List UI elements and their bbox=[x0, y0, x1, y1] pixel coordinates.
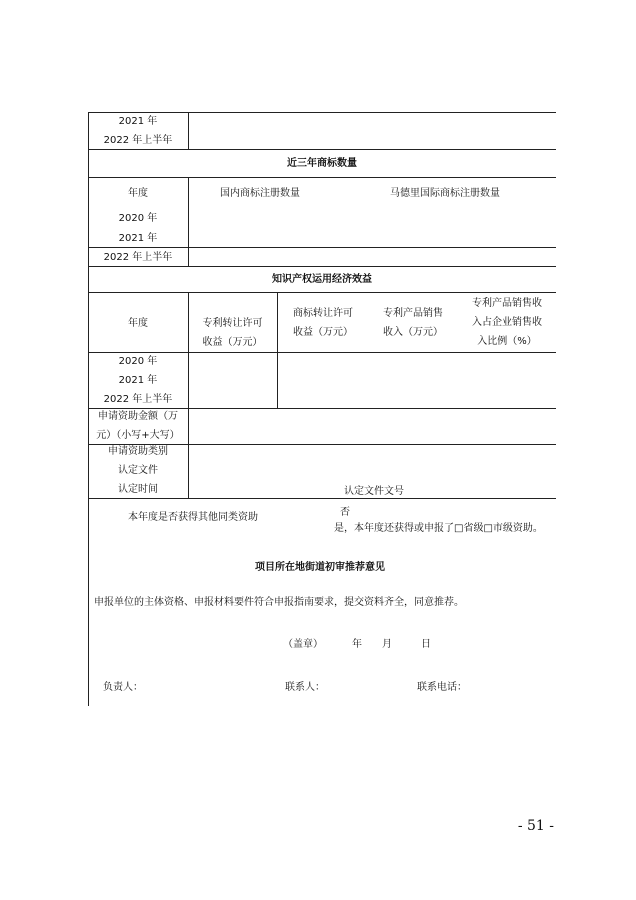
seal-label: （盖章） bbox=[283, 639, 323, 650]
table-rule bbox=[88, 408, 556, 409]
month-label: 月 bbox=[382, 639, 392, 650]
year-label: 年 bbox=[352, 639, 362, 650]
recommendation-title: 项目所在地街道初审推荐意见 bbox=[255, 562, 385, 573]
column-header-line: 专利产品销售收 bbox=[472, 298, 542, 309]
column-header-line: 专利转让许可 bbox=[202, 318, 263, 329]
table-rule bbox=[88, 149, 556, 150]
funding-category-label: 申请资助类别 bbox=[108, 446, 168, 457]
contact-label: 联系人： bbox=[285, 682, 325, 693]
table-rule bbox=[88, 444, 556, 445]
column-header-line: 专利产品销售 bbox=[383, 308, 443, 319]
option-no[interactable]: 否 bbox=[340, 507, 350, 518]
column-header-line: 商标转让许可 bbox=[293, 308, 353, 319]
other-funding-question: 本年度是否获得其他同类资助 bbox=[128, 512, 258, 523]
option-yes[interactable]: 是，本年度还获得或申报了□省级□市级资助。 bbox=[334, 523, 543, 534]
column-header-line: 入占企业销售收 bbox=[472, 317, 542, 328]
year-cell: 2020 年 bbox=[118, 213, 158, 224]
funding-amount-label: 申请资助金额（万 bbox=[98, 411, 178, 422]
table-rule bbox=[88, 112, 556, 113]
table-rule bbox=[188, 177, 189, 266]
section-title: 近三年商标数量 bbox=[287, 158, 357, 169]
funding-amount-label: 元）（小写+大写） bbox=[96, 430, 180, 441]
year-cell: 2022 年上半年 bbox=[103, 252, 173, 263]
year-cell: 2022 年上半年 bbox=[103, 394, 173, 405]
cert-time-label: 认定时间 bbox=[118, 484, 158, 495]
year-cell: 2021 年 bbox=[118, 233, 158, 244]
table-rule bbox=[88, 498, 556, 499]
column-header-line: 收益（万元） bbox=[202, 337, 263, 348]
column-header: 年度 bbox=[128, 188, 148, 199]
table-left-border bbox=[88, 112, 89, 706]
person-in-charge-label: 负责人： bbox=[103, 682, 143, 693]
table-rule bbox=[88, 247, 556, 248]
section-title: 知识产权运用经济效益 bbox=[272, 274, 372, 285]
table-rule bbox=[88, 266, 556, 267]
table-rule bbox=[88, 352, 556, 353]
year-cell: 2022 年上半年 bbox=[103, 135, 173, 146]
column-header-line: 入比例（%） bbox=[477, 336, 537, 347]
table-rule bbox=[188, 112, 189, 149]
year-cell: 2021 年 bbox=[118, 375, 158, 386]
column-header: 国内商标注册数量 bbox=[220, 188, 300, 199]
year-cell: 2020 年 bbox=[118, 356, 158, 367]
phone-label: 联系电话： bbox=[417, 682, 467, 693]
column-header: 马德里国际商标注册数量 bbox=[390, 188, 500, 199]
table-rule bbox=[88, 177, 556, 178]
recommendation-body: 申报单位的主体资格、申报材料要件符合申报指南要求，提交资料齐全，同意推荐。 bbox=[94, 597, 464, 608]
table-rule bbox=[88, 292, 556, 293]
table-rule bbox=[188, 292, 189, 444]
table-rule bbox=[188, 444, 189, 498]
cert-doc-label: 认定文件 bbox=[118, 465, 158, 476]
cert-doc-number-label: 认定文件文号 bbox=[344, 486, 404, 497]
column-header-line: 收益（万元） bbox=[293, 327, 353, 338]
year-cell: 2021 年 bbox=[118, 116, 158, 127]
day-label: 日 bbox=[421, 639, 431, 650]
page-number: - 51 - bbox=[517, 818, 554, 834]
column-header-line: 收入（万元） bbox=[383, 327, 443, 338]
column-header: 年度 bbox=[128, 318, 148, 329]
